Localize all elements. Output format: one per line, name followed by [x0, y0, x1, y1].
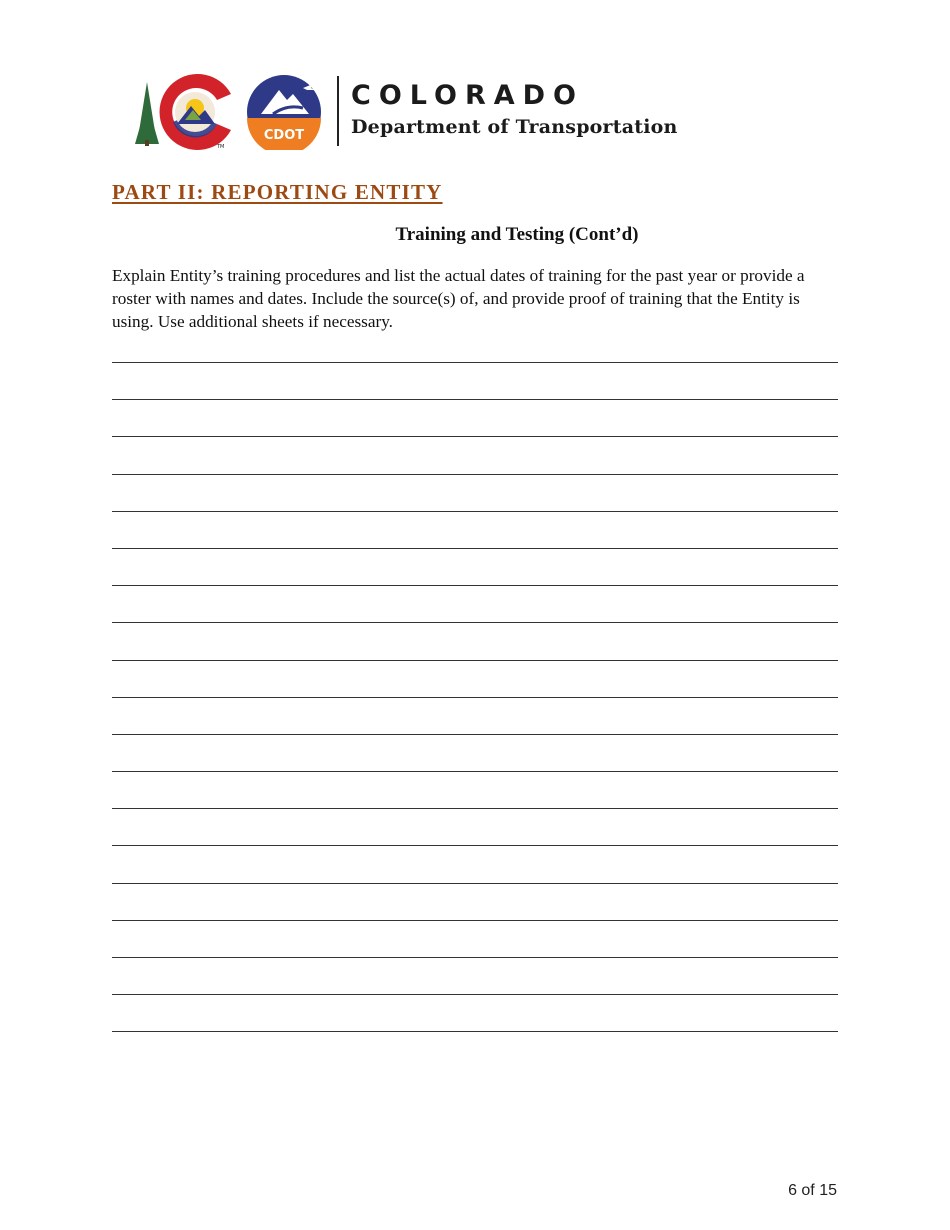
section-title: Training and Testing (Cont’d) [395, 224, 639, 245]
answer-line[interactable] [112, 734, 838, 735]
answer-line[interactable] [112, 845, 838, 846]
answer-line[interactable] [112, 994, 838, 995]
answer-line[interactable] [112, 1031, 838, 1032]
answer-line[interactable] [112, 957, 838, 958]
trademark-mark: TM [217, 144, 225, 150]
answer-line[interactable] [112, 511, 838, 512]
part-title: PART II: REPORTING ENTITY [112, 180, 443, 204]
answer-line[interactable] [112, 362, 838, 363]
answer-line[interactable] [112, 920, 838, 921]
page-number: 6 of 15 [788, 1182, 837, 1199]
answer-line[interactable] [112, 436, 838, 437]
brand-subtitle: Department of Transportation [351, 116, 678, 138]
answer-line[interactable] [112, 883, 838, 884]
instructions-text: Explain Entity’s training procedures and list the actual dates of training for the past year or provide a roster with names and dates. Include the source(s) of, and provide proof of training that the Entity is using. Use additional sheets if necessary. [112, 266, 805, 331]
colorado-c-logo [133, 72, 241, 150]
header-divider [337, 76, 339, 146]
cdot-badge-text: CDOT [263, 128, 305, 143]
answer-line[interactable] [112, 808, 838, 809]
answer-line[interactable] [112, 697, 838, 698]
brand-name: COLORADO [351, 80, 585, 111]
header [133, 70, 693, 152]
answer-line[interactable] [112, 474, 838, 475]
answer-line[interactable] [112, 622, 838, 623]
answer-line[interactable] [112, 771, 838, 772]
answer-line[interactable] [112, 548, 838, 549]
answer-lines [112, 362, 838, 1069]
cdot-logo [243, 74, 325, 150]
answer-line[interactable] [112, 660, 838, 661]
answer-line[interactable] [112, 399, 838, 400]
answer-line[interactable] [112, 585, 838, 586]
